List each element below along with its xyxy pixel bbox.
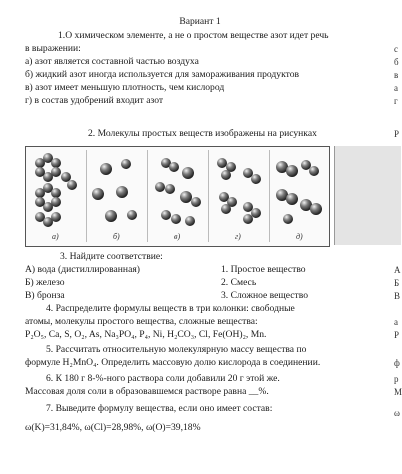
molecule-b (92, 159, 137, 222)
q6-line2: Массовая доля соли в образовавшемся растворе равна __%. (25, 386, 269, 397)
edge-fragment: Р (394, 330, 400, 340)
q1-option-b: б) жидкий азот иногда используется для замораживания продуктов (25, 69, 300, 80)
edge-fragment: ф (394, 358, 400, 368)
q3-left-c: В) бронза (25, 290, 65, 301)
edge-fragment: М (394, 387, 402, 397)
figure-divider (208, 150, 209, 242)
q1-option-a: а) азот является составной частью воздуха (25, 56, 199, 67)
q1-line1: 1.О химическом элементе, а не о простом веществе азот идет речь (58, 30, 329, 41)
q4-formulas: P₂O₅, Ca, S, O₂, As, Na₃PO₄, P₄, Ni, H₂CO₃, Cl, Fe(OH)₂, Mn. (25, 329, 267, 340)
edge-fragment: ω (394, 408, 400, 418)
edge-fragment: с (394, 44, 398, 54)
q5-line2: формуле H₂MnO₄. Определить массовую долю кислорода в соединении. (25, 357, 321, 368)
q4-line1: 4. Распределите формулы веществ в три колонки: свободные (46, 303, 295, 314)
q6-line1: 6. К 180 г 8-%-ного раствора соли добавили 20 г этой же. (46, 373, 280, 384)
edge-fragment: в (394, 70, 399, 80)
variant-title: Вариант 1 (179, 16, 221, 27)
edge-fragment: б (394, 57, 399, 67)
edge-fragment: г (394, 96, 398, 106)
figure-divider (147, 150, 148, 242)
figure-divider (269, 150, 270, 242)
q2-text: 2. Молекулы простых веществ изображены на рисунках (88, 128, 317, 139)
edge-fragment: В (394, 291, 401, 301)
molecule-d (217, 158, 261, 224)
edge-fragment: Р (394, 129, 400, 139)
q3-left-b: Б) железо (25, 277, 65, 288)
molecule-a (35, 153, 77, 227)
q3-right-2: 2. Смесь (221, 277, 257, 288)
q3-right-1: 1. Простое вещество (221, 264, 306, 275)
q1-option-d: г) в состав удобрений входит азот (25, 95, 164, 106)
q3-left-a: А) вода (дистиллированная) (25, 264, 140, 275)
q7-line1: 7. Выведите формулу вещества, если оно имеет состав: (46, 403, 273, 414)
figure-label-d: г) (235, 232, 241, 241)
q3-right-3: 3. Сложное вещество (221, 290, 308, 301)
molecule-c (155, 158, 201, 226)
q3-text: 3. Найдите соответствие: (60, 251, 163, 262)
molecule-figure (25, 146, 330, 247)
figure-label-b: б) (113, 232, 120, 241)
cropped-adjacent-figure (334, 146, 401, 245)
figure-divider (86, 150, 87, 242)
q7-composition: ω(K)=31,84%, ω(Cl)=28,98%, ω(O)=39,18% (25, 422, 201, 433)
edge-fragment: а (394, 83, 398, 93)
edge-fragment: А (394, 265, 401, 275)
q4-line2: атомы, молекулы простого вещества, сложные вещества: (25, 316, 258, 327)
edge-fragment: р (394, 374, 399, 384)
q1-option-c: в) азот имеет меньшую плотность, чем кислород (25, 82, 225, 93)
molecule-e (276, 160, 322, 224)
figure-label-a: а) (52, 232, 59, 241)
figure-label-c: в) (174, 232, 181, 241)
edge-fragment: а (394, 317, 398, 327)
q1-line2: в выражении: (25, 43, 81, 54)
figure-label-e: д) (296, 232, 303, 241)
q5-line1: 5. Рассчитать относительную молекулярную массу вещества по (46, 344, 307, 355)
edge-fragment: Б (394, 278, 400, 288)
